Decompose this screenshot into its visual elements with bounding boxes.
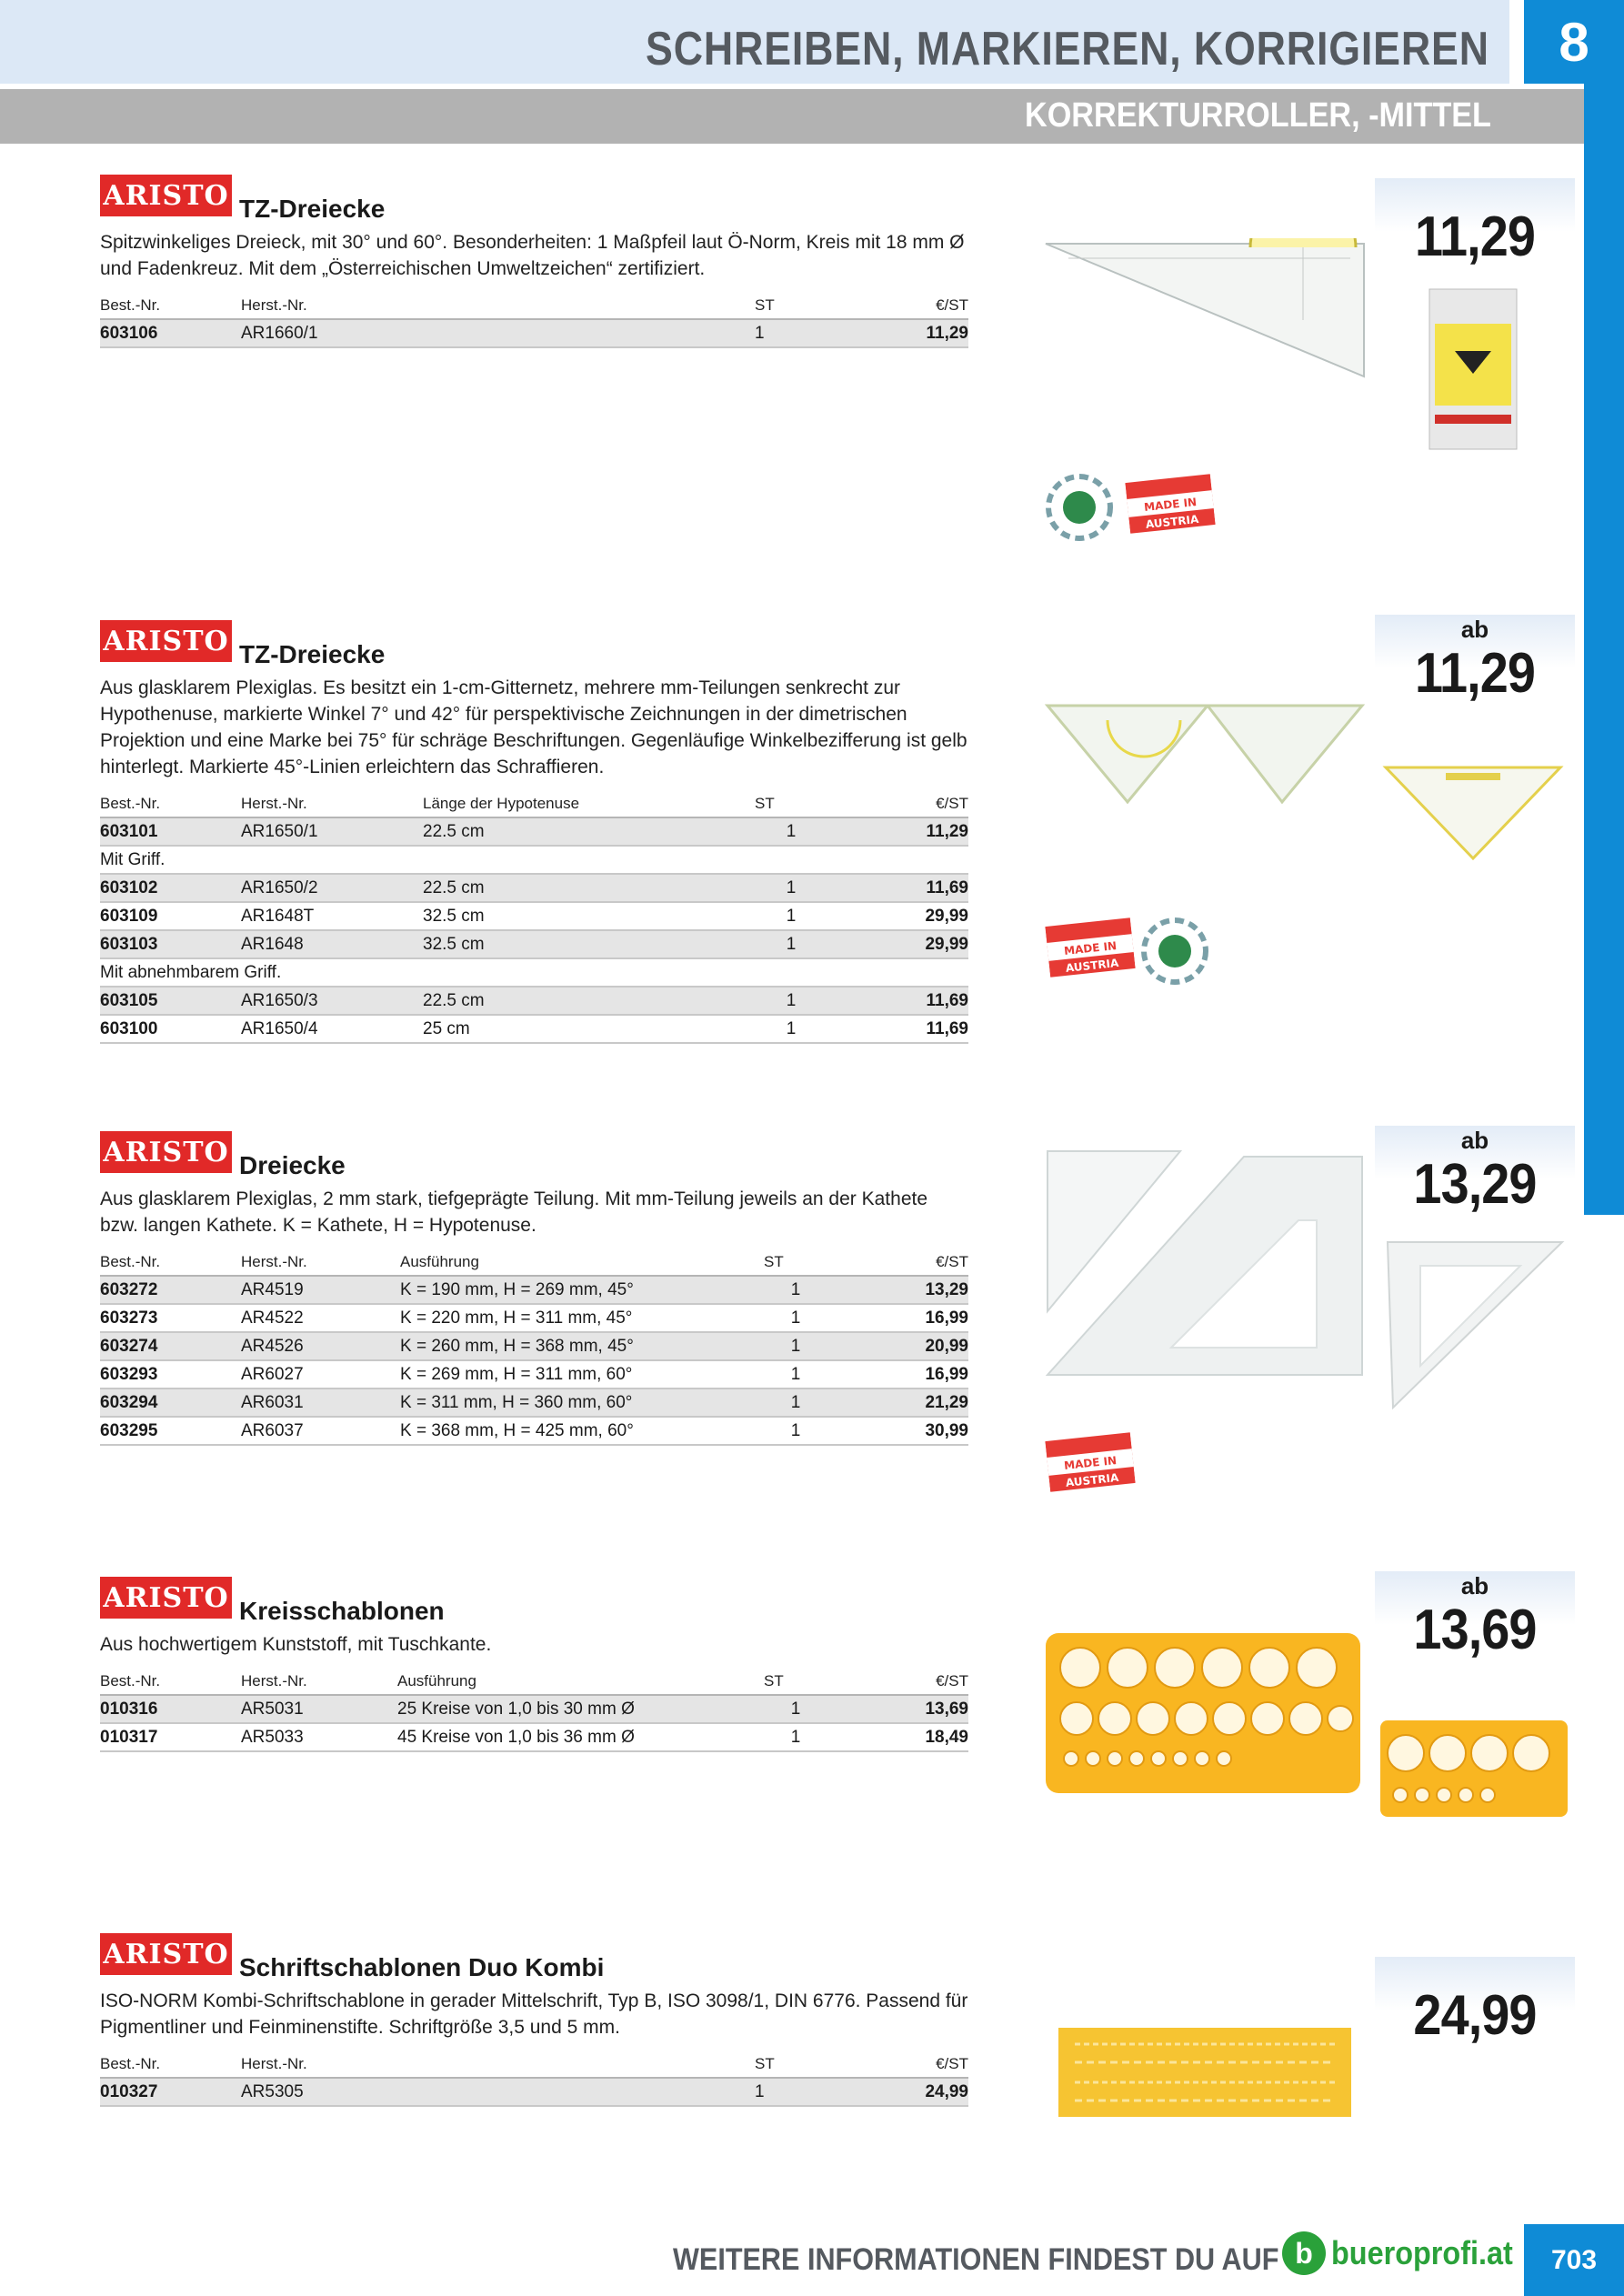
variant: K = 190 mm, H = 269 mm, 45° <box>400 1276 764 1304</box>
unit-price: 16,99 <box>827 1360 968 1389</box>
variant: K = 260 mm, H = 368 mm, 45° <box>400 1332 764 1360</box>
quantity: 1 <box>755 2078 809 2106</box>
unit-price: 16,99 <box>827 1304 968 1332</box>
product-description: Spitzwinkeliges Dreieck, mit 30° und 60°. Besonderheiten: 1 Maßpfeil laut Ö-Norm, Kreis mit 18 mm Ø und Fadenkreuz. Mit dem „Österreichischen Umweltzeichen“ zertifiziert. <box>100 232 965 279</box>
table-note-row <box>100 846 968 874</box>
made-in-austria-icon <box>1125 470 1216 536</box>
quantity: 1 <box>755 817 827 846</box>
col-header: Herst.-Nr. <box>241 1249 400 1276</box>
set-square-image <box>1044 1148 1371 1384</box>
manufacturer-number: AR1650/3 <box>241 987 423 1015</box>
price-prefix: ab <box>1460 616 1489 643</box>
tz-triangle-handle-image <box>1382 764 1564 864</box>
aristo-logo: ARISTO <box>100 175 232 216</box>
table-row <box>100 1332 968 1360</box>
order-number: 603100 <box>100 1015 241 1043</box>
price-box <box>1375 1571 1575 1660</box>
unit-price: 13,29 <box>827 1276 968 1304</box>
price-box <box>1375 1126 1575 1215</box>
length: 32.5 cm <box>423 930 755 958</box>
variant: K = 311 mm, H = 360 mm, 60° <box>400 1389 764 1417</box>
quantity: 1 <box>764 1695 827 1723</box>
table-row <box>100 1417 968 1445</box>
circle-template-small-image <box>1378 1719 1569 1819</box>
order-number: 603103 <box>100 930 241 958</box>
product-description: ISO-NORM Kombi-Schriftschablone in gerader Mittelschrift, Typ B, ISO 3098/1, DIN 6776. Passend für Pigmentliner und Feinminenstifte. Schriftgröße 3,5 und 5 mm. <box>100 1990 968 2038</box>
variant: 25 Kreise von 1,0 bis 30 mm Ø <box>397 1695 764 1723</box>
product-tz-dreiecke-1 <box>100 175 968 348</box>
unit-price: 29,99 <box>827 930 968 958</box>
price-value: 24,99 <box>1413 1984 1537 2047</box>
table-row <box>100 1723 968 1751</box>
manufacturer-number: AR5033 <box>241 1723 397 1751</box>
table-row <box>100 817 968 846</box>
price-box <box>1375 1957 1575 2046</box>
order-number: 603106 <box>100 319 241 347</box>
price-value: 11,29 <box>1414 206 1536 268</box>
price-prefix: ab <box>1460 1127 1489 1154</box>
col-header: ST <box>755 2051 809 2078</box>
table-note-row <box>100 958 968 987</box>
manufacturer-number: AR5031 <box>241 1695 397 1723</box>
unit-price: 18,49 <box>827 1723 968 1751</box>
price-box <box>1375 615 1575 704</box>
table-row <box>100 1276 968 1304</box>
col-header: Ausführung <box>397 1669 764 1695</box>
page-number: 703 <box>1524 2224 1624 2296</box>
environmental-label-icon <box>1041 469 1132 546</box>
aristo-logo: ARISTO <box>100 1577 232 1619</box>
manufacturer-number: AR6027 <box>241 1360 400 1389</box>
order-number: 010327 <box>100 2078 241 2106</box>
lettering-template-image <box>1057 2026 1353 2119</box>
table-note: Mit abnehmbarem Griff. <box>100 958 968 987</box>
unit-price: 30,99 <box>827 1417 968 1445</box>
col-header: Länge der Hypotenuse <box>423 791 755 817</box>
table-row <box>100 1360 968 1389</box>
product-title: Kreisschablonen <box>239 1597 445 1625</box>
made-in-austria-badge <box>1045 914 1136 980</box>
aristo-logo: ARISTO <box>100 620 232 662</box>
product-table <box>100 2051 968 2107</box>
table-row <box>100 1015 968 1043</box>
unit-price: 11,29 <box>809 319 968 347</box>
product-package-image <box>1428 287 1519 451</box>
quantity: 1 <box>755 319 809 347</box>
order-number: 603273 <box>100 1304 241 1332</box>
manufacturer-number: AR1650/4 <box>241 1015 423 1043</box>
price-value: 13,29 <box>1413 1153 1537 1216</box>
product-tz-dreiecke-2 <box>100 620 968 1044</box>
made-in-label: MADE IN <box>1063 938 1118 958</box>
table-row <box>100 1695 968 1723</box>
col-header: Best.-Nr. <box>100 293 241 319</box>
tz-triangle-pair-image <box>1044 702 1366 809</box>
manufacturer-number: AR6037 <box>241 1417 400 1445</box>
quantity: 1 <box>755 874 827 902</box>
product-table <box>100 791 968 1044</box>
unit-price: 11,29 <box>827 817 968 846</box>
quantity: 1 <box>755 987 827 1015</box>
product-title: Schriftschablonen Duo Kombi <box>239 1953 605 1981</box>
made-in-austria-icon <box>1045 914 1136 980</box>
made-in-austria-badge <box>1045 1429 1136 1495</box>
quantity: 1 <box>755 930 827 958</box>
page-title: SCHREIBEN, MARKIEREN, KORRIGIEREN <box>646 23 1489 75</box>
made-in-austria-icon <box>1045 1429 1136 1495</box>
quantity: 1 <box>764 1417 827 1445</box>
table-row <box>100 2078 968 2106</box>
col-header: Best.-Nr. <box>100 1249 241 1276</box>
table-row <box>100 987 968 1015</box>
section-subtitle: KORREKTURROLLER, -MITTEL <box>1025 96 1491 135</box>
order-number: 603109 <box>100 902 241 930</box>
col-header: ST <box>764 1669 827 1695</box>
product-description: Aus glasklarem Plexiglas. Es besitzt ein 1-cm-Gitternetz, mehrere mm-Teilungen senkrecht zur Hypothenuse, markierte Winkel 7° und 42° für perspektivische Zeichnungen in der dimetrischen Projektion und eine Marke bei 75° für schräge Beschriftungen. Gegenläufige Winkelbezifferung ist gelb hinterlegt. Markierte 45°-Linien erleichtern das Schraffieren. <box>100 677 967 777</box>
order-number: 603274 <box>100 1332 241 1360</box>
col-header: Ausführung <box>400 1249 764 1276</box>
col-header: ST <box>755 293 809 319</box>
table-row <box>100 1389 968 1417</box>
triangle-ruler-image <box>1041 238 1368 384</box>
unit-price: 29,99 <box>827 902 968 930</box>
variant: K = 368 mm, H = 425 mm, 60° <box>400 1417 764 1445</box>
footer-site-link[interactable]: bueroprofi.at <box>1331 2234 1513 2271</box>
col-header: ST <box>764 1249 827 1276</box>
manufacturer-number: AR1650/1 <box>241 817 423 846</box>
length: 22.5 cm <box>423 874 755 902</box>
length: 22.5 cm <box>423 987 755 1015</box>
order-number: 603293 <box>100 1360 241 1389</box>
manufacturer-number: AR6031 <box>241 1389 400 1417</box>
price-prefix <box>1375 1957 1575 1986</box>
country-label: AUSTRIA <box>1065 1470 1119 1489</box>
quantity: 1 <box>764 1332 827 1360</box>
col-header: €/ST <box>827 791 968 817</box>
product-description: Aus hochwertigem Kunststoff, mit Tuschkante. <box>100 1634 492 1655</box>
price-value: 13,69 <box>1413 1599 1537 1661</box>
unit-price: 11,69 <box>827 1015 968 1043</box>
col-header: ST <box>755 791 827 817</box>
length: 32.5 cm <box>423 902 755 930</box>
environmental-label-icon <box>1135 913 1217 989</box>
col-header: €/ST <box>827 1249 968 1276</box>
length: 25 cm <box>423 1015 755 1043</box>
circle-template-image <box>1044 1631 1362 1795</box>
product-table <box>100 1249 968 1446</box>
order-number: 603272 <box>100 1276 241 1304</box>
order-number: 603295 <box>100 1417 241 1445</box>
order-number: 603102 <box>100 874 241 902</box>
chapter-side-bar <box>1584 84 1624 1215</box>
quantity: 1 <box>764 1723 827 1751</box>
manufacturer-number: AR1650/2 <box>241 874 423 902</box>
col-header: Herst.-Nr. <box>241 293 755 319</box>
chapter-tab[interactable]: 8 <box>1524 0 1624 84</box>
unit-price: 20,99 <box>827 1332 968 1360</box>
manufacturer-number: AR1648 <box>241 930 423 958</box>
manufacturer-number: AR4522 <box>241 1304 400 1332</box>
country-label: AUSTRIA <box>1145 512 1199 531</box>
product-schriftschablonen <box>100 1933 968 2107</box>
made-in-label: MADE IN <box>1143 495 1198 514</box>
price-prefix: ab <box>1460 1572 1489 1599</box>
col-header: €/ST <box>827 1669 968 1695</box>
col-header: Best.-Nr. <box>100 2051 241 2078</box>
product-kreisschablonen <box>100 1577 968 1752</box>
unit-price: 11,69 <box>827 987 968 1015</box>
unit-price: 24,99 <box>809 2078 968 2106</box>
col-header: Best.-Nr. <box>100 791 241 817</box>
quantity: 1 <box>755 1015 827 1043</box>
order-number: 010317 <box>100 1723 241 1751</box>
manufacturer-number: AR1660/1 <box>241 319 755 347</box>
product-description: Aus glasklarem Plexiglas, 2 mm stark, tiefgeprägte Teilung. Mit mm-Teilung jeweils an der Kathete bzw. langen Kathete. K = Kathete, H = Hypotenuse. <box>100 1188 928 1236</box>
quantity: 1 <box>764 1389 827 1417</box>
variant: K = 220 mm, H = 311 mm, 45° <box>400 1304 764 1332</box>
product-table <box>100 1669 968 1752</box>
quantity: 1 <box>764 1276 827 1304</box>
variant: 45 Kreise von 1,0 bis 36 mm Ø <box>397 1723 764 1751</box>
product-title: TZ-Dreiecke <box>239 195 386 223</box>
footer-info-text: WEITERE INFORMATIONEN FINDEST DU AUF <box>672 2242 1278 2277</box>
bueroprofi-icon: b <box>1282 2231 1326 2275</box>
manufacturer-number: AR5305 <box>241 2078 755 2106</box>
unit-price: 11,69 <box>827 874 968 902</box>
variant: K = 269 mm, H = 311 mm, 60° <box>400 1360 764 1389</box>
unit-price: 13,69 <box>827 1695 968 1723</box>
made-in-austria-badge <box>1125 470 1216 536</box>
order-number: 010316 <box>100 1695 241 1723</box>
table-row <box>100 874 968 902</box>
price-value: 11,29 <box>1414 642 1536 705</box>
col-header: Herst.-Nr. <box>241 2051 755 2078</box>
table-note: Mit Griff. <box>100 846 968 874</box>
country-label: AUSTRIA <box>1065 956 1119 975</box>
price-prefix <box>1375 178 1575 207</box>
product-dreiecke <box>100 1131 968 1446</box>
price-box <box>1375 178 1575 267</box>
manufacturer-number: AR4526 <box>241 1332 400 1360</box>
aristo-logo: ARISTO <box>100 1933 232 1975</box>
col-header: Best.-Nr. <box>100 1669 241 1695</box>
quantity: 1 <box>755 902 827 930</box>
unit-price: 21,29 <box>827 1389 968 1417</box>
made-in-label: MADE IN <box>1063 1453 1118 1472</box>
col-header: €/ST <box>809 293 968 319</box>
table-row <box>100 319 968 347</box>
order-number: 603105 <box>100 987 241 1015</box>
table-row <box>100 1304 968 1332</box>
quantity: 1 <box>764 1360 827 1389</box>
manufacturer-number: AR4519 <box>241 1276 400 1304</box>
product-table <box>100 293 968 348</box>
product-title: Dreiecke <box>239 1151 346 1179</box>
bueroprofi-logo[interactable] <box>1282 2231 1533 2275</box>
length: 22.5 cm <box>423 817 755 846</box>
table-row <box>100 902 968 930</box>
col-header: Herst.-Nr. <box>241 791 423 817</box>
table-row <box>100 930 968 958</box>
aristo-logo: ARISTO <box>100 1131 232 1173</box>
col-header: €/ST <box>809 2051 968 2078</box>
col-header: Herst.-Nr. <box>241 1669 397 1695</box>
set-square-60-image <box>1384 1238 1566 1411</box>
order-number: 603294 <box>100 1389 241 1417</box>
order-number: 603101 <box>100 817 241 846</box>
quantity: 1 <box>764 1304 827 1332</box>
manufacturer-number: AR1648T <box>241 902 423 930</box>
product-title: TZ-Dreiecke <box>239 640 386 668</box>
